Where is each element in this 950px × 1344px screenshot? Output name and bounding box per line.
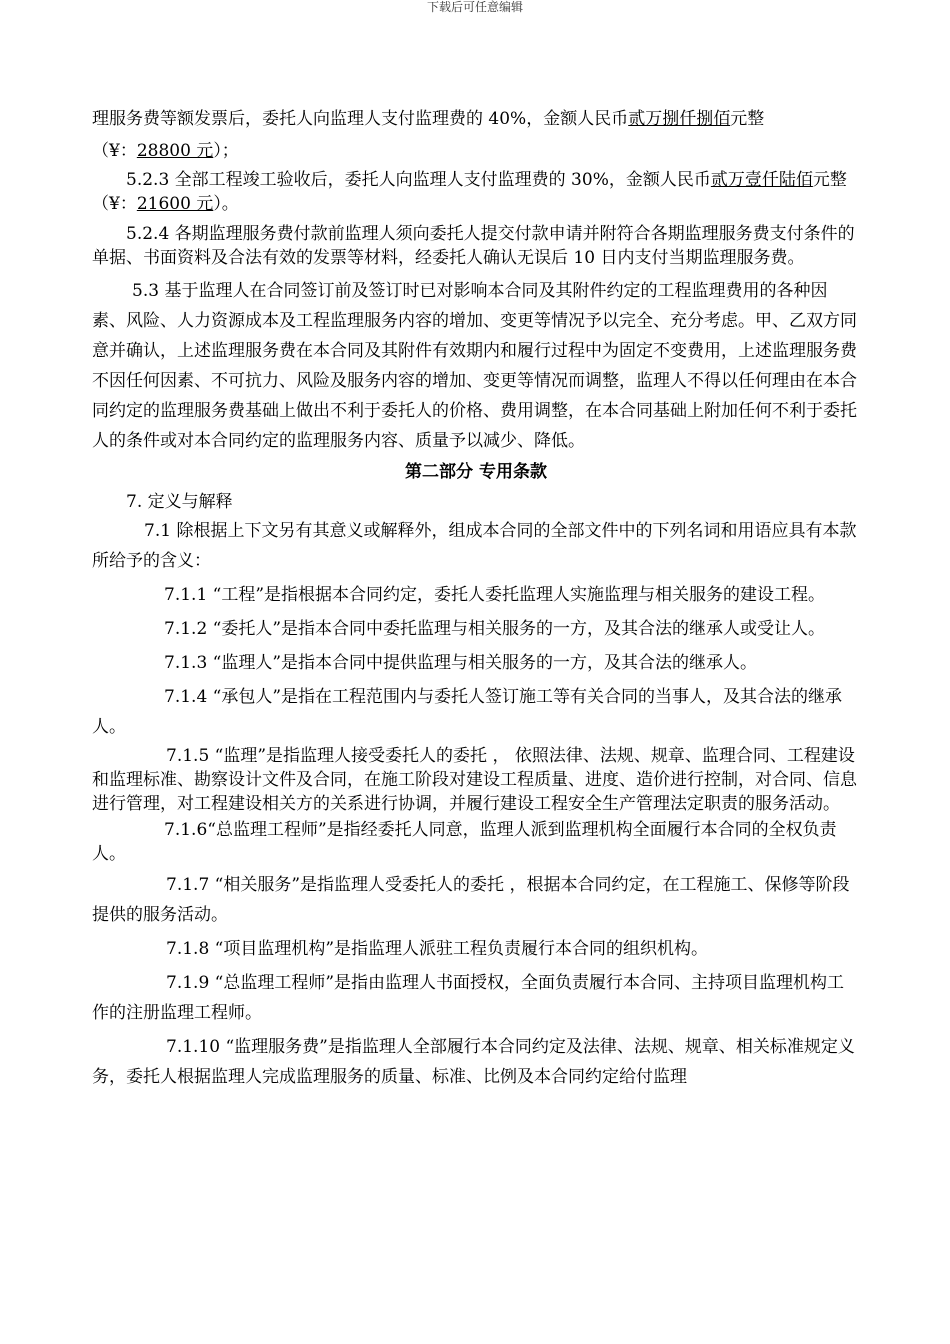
payment-amount-line: （¥：28800 元）； <box>92 141 239 161</box>
page-header: 下载后可任意编辑 <box>426 0 523 14</box>
clause-7-1-4: 7.1.4 “承包人”是指在工程范围内与委托人签订施工等有关合同的当事人，及其合法的继承人。 <box>92 687 843 737</box>
amount-number: 21600 元 <box>136 194 214 214</box>
amount-words: 贰万捌仟捌佰 <box>628 109 731 129</box>
clause-7-1-9: 7.1.9 “总监理工程师”是指由监理人书面授权，全面负责履行本合同、主持项目监理机构工作的注册监理工程师。 <box>92 973 845 1023</box>
clause-7-1-8: 7.1.8 “项目监理机构”是指监理人派驻工程负责履行本合同的组织机构。 <box>166 939 709 959</box>
clause-7-1-2: 7.1.2 “委托人”是指本合同中委托监理与相关服务的一方，及其合法的继承人或受让人。 <box>164 619 826 639</box>
document-body <box>92 104 860 1092</box>
amount-words: 贰万壹仟陆佰 <box>710 170 813 190</box>
clause-5-2-3: 5.2.3 全部工程竣工验收后，委托人向监理人支付监理费的 30%，金额人民币贰万壹仟陆佰元整（¥：21600 元）。 <box>92 170 847 214</box>
clause-5-3: 5.3 基于监理人在合同签订前及签订时已对影响本合同及其附件约定的工程监理费用的各种因素、风险、人力资源成本及工程监理服务内容的增加、变更等情况予以完全、充分考虑。甲、乙双方同意并确认，上述监理服务费在本合同及其附件有效期内和履行过程中为固定不变费用，上述监理服务费不因任何因素、不可抗力、风险及服务内容的增加、变更等情况而调整，监理人不得以任何理由在本合同约定的监理服务费基础上做出不利于委托人的价格、费用调整，在本合同基础上附加任何不利于委托人的条件或对本合同约定的监理服务内容、质量予以减少、降低。 <box>92 281 857 451</box>
clause-7-1-5: 7.1.5 “监理”是指监理人接受委托人的委托 ， 依照法律、法规、规章、监理合同、工程建设和监理标准、勘察设计文件及合同，在施工阶段对建设工程质量、进度、造价进行控制，对合同、信息进行管理，对工程建设相关方的关系进行协调，并履行建设工程安全生产管理法定职责的服务活动。 <box>92 746 857 814</box>
clause-7: 7. 定义与解释 <box>126 492 233 512</box>
clause-7-1-7: 7.1.7 “相关服务”是指监理人受委托人的委托 ，根据本合同约定，在工程施工、保修等阶段提供的服务活动。 <box>92 875 850 925</box>
clause-5-2-4: 5.2.4 各期监理服务费付款前监理人须向委托人提交付款申请并附符合各期监理服务费支付条件的单据、书面资料及合法有效的发票等材料，经委托人确认无误后 10 日内支付当期监理服务费。 <box>92 224 855 268</box>
amount-number: 28800 元 <box>136 141 214 161</box>
clause-7-1: 7.1 除根据上下文另有其意义或解释外，组成本合同的全部文件中的下列名词和用语应具有本款所给予的含义： <box>92 521 857 571</box>
clause-7-1-6: 7.1.6“总监理工程师”是指经委托人同意，监理人派到监理机构全面履行本合同的全权负责人。 <box>92 820 837 864</box>
payment-paragraph-40: 理服务费等额发票后，委托人向监理人支付监理费的 40%，金额人民币贰万捌仟捌佰元整 <box>92 109 765 129</box>
clause-7-1-1: 7.1.1 “工程”是指根据本合同约定，委托人委托监理人实施监理与相关服务的建设工程。 <box>164 585 826 605</box>
clause-7-1-3: 7.1.3 “监理人”是指本合同中提供监理与相关服务的一方，及其合法的继承人。 <box>164 653 758 673</box>
section-title: 第二部分 专用条款 <box>405 462 547 482</box>
clause-7-1-10: 7.1.10 “监理服务费”是指监理人全部履行本合同约定及法律、法规、规章、相关标准规定义务，委托人根据监理人完成监理服务的质量、标准、比例及本合同约定给付监理 <box>92 1037 855 1087</box>
